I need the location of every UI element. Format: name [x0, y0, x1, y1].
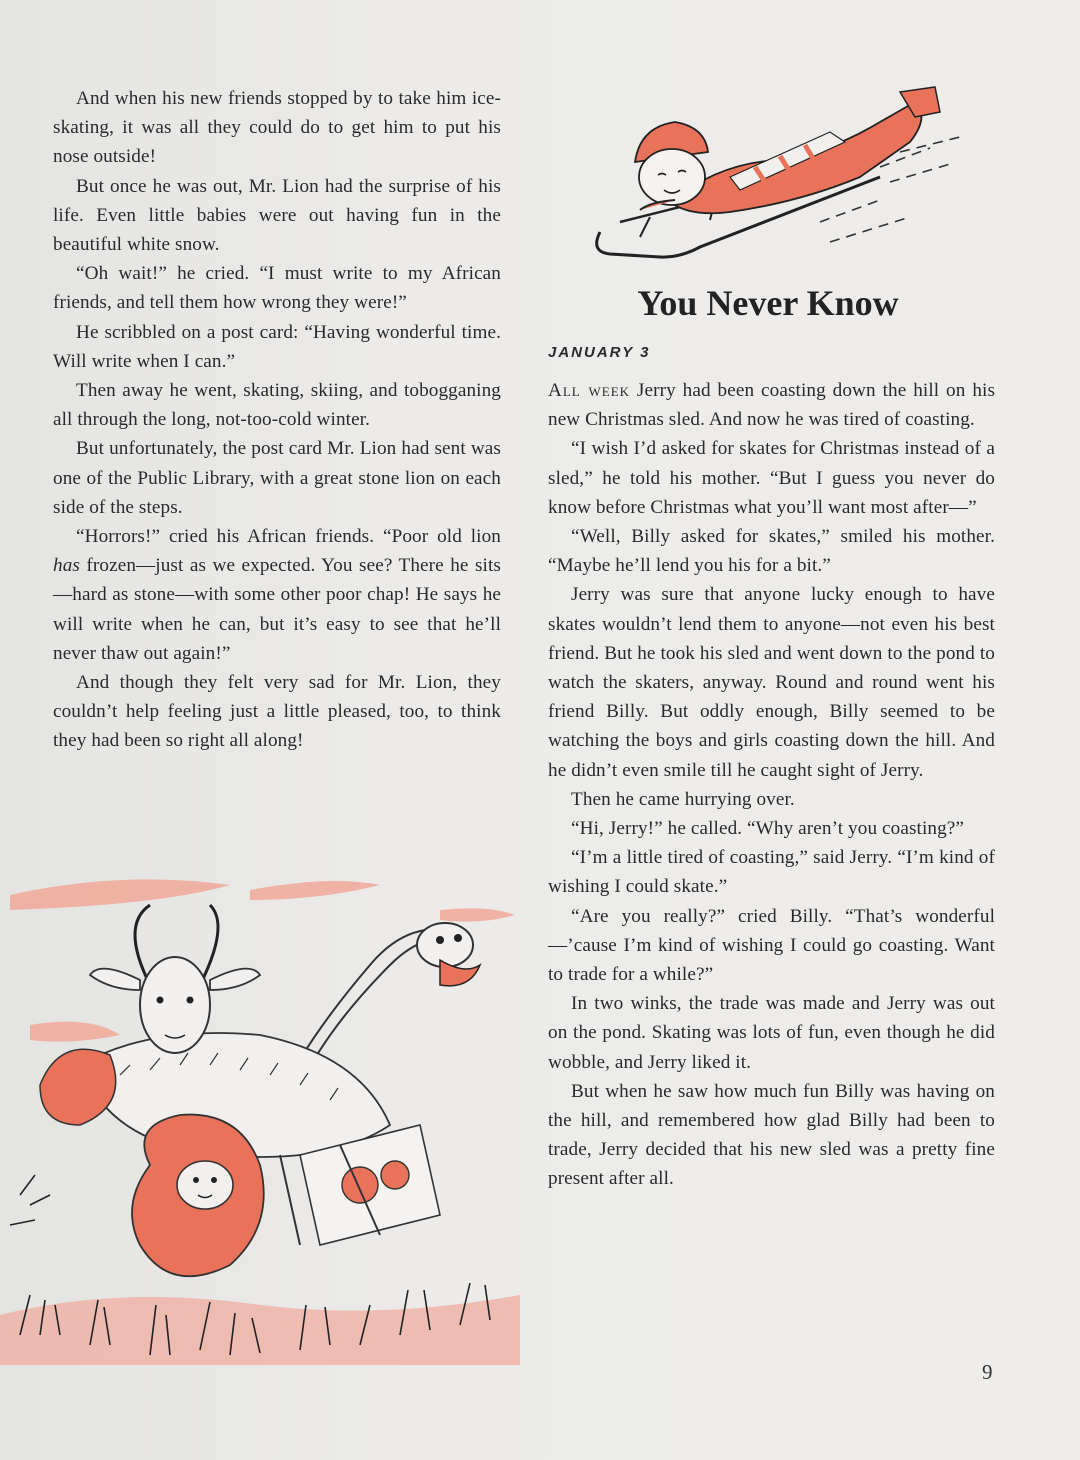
text-run: “Horrors!” cried his African friends. “Poor old lion: [76, 526, 501, 548]
animals-illustration: [0, 865, 520, 1365]
paragraph: And though they felt very sad for Mr. Lion, they couldn’t help feeling just a little pleased, too, to think they had been so right all along!: [53, 672, 501, 752]
paragraph: “I’m a little tired of coasting,” said Jerry. “I’m kind of wishing I could skate.”: [548, 847, 995, 898]
paragraph: “Are you really?” cried Billy. “That’s wonderful—’cause I’m kind of wishing I could go coasting. Want to trade for a while?”: [548, 905, 995, 986]
paragraph: Jerry was sure that anyone lucky enough to have skates wouldn’t lend them to anyone—not even his best friend. But he took his sled and went down to the pond to watch the skaters, anyway. Round and round went his friend Billy. But oddly enough, Billy seemed to be watching the boys and girls coasting down the hill. And he didn’t even smile till he caught sight of Jerry.: [548, 584, 995, 781]
right-column: [548, 376, 995, 1194]
text-run: frozen—just as we expected. You see? There he sits—hard as stone—with some other poor chap! He says he will write when he can, but it’s easy to see that he’ll never thaw out again!”: [53, 555, 501, 664]
text-run: Jerry had been coasting down the hill on his new Christmas sled. And now he was tired of coasting.: [548, 380, 996, 431]
paragraph: He scribbled on a post card: “Having wonderful time. Will write when I can.”: [53, 321, 501, 372]
paragraph: But unfortunately, the post card Mr. Lion had sent was one of the Public Library, with a great stone lion on each side of the steps.: [53, 438, 501, 518]
story-title: You Never Know: [637, 283, 899, 323]
paragraph: [548, 376, 995, 434]
sled-boy-illustration: [580, 82, 970, 272]
paragraph: Then away he went, skating, skiing, and tobogganing all through the long, not-too-cold winter.: [53, 380, 501, 431]
left-column: [53, 84, 501, 756]
story-date: JANUARY 3: [548, 344, 651, 361]
paragraph: In two winks, the trade was made and Jerry was out on the pond. Skating was lots of fun, even though he did wobble, and Jerry liked it.: [548, 993, 995, 1073]
paragraph: But once he was out, Mr. Lion had the surprise of his life. Even little babies were out having fun in the beautiful white snow.: [53, 175, 501, 256]
paragraph: “Well, Billy asked for skates,” smiled his mother. “Maybe he’ll lend you his for a bit.”: [548, 526, 995, 577]
paragraph: But when he saw how much fun Billy was having on the hill, and remembered how glad Billy had been to trade, Jerry decided that his new sled was a pretty fine present after all.: [548, 1080, 995, 1190]
paragraph: “Oh wait!” he cried. “I must write to my African friends, and tell them how wrong they were!”: [53, 263, 501, 314]
emphasis: has: [53, 555, 80, 577]
paragraph: “I wish I’d asked for skates for Christmas instead of a sled,” he told his mother. “But I guess you never do know before Christmas what you’ll want most after—”: [548, 438, 995, 518]
lead-words: All week: [548, 380, 631, 401]
paragraph: And when his new friends stopped by to take him ice-skating, it was all they could do to get him to put his nose outside!: [53, 88, 501, 168]
paragraph: “Hi, Jerry!” he called. “Why aren’t you coasting?”: [571, 818, 965, 840]
paragraph: [53, 522, 501, 668]
paragraph: Then he came hurrying over.: [571, 788, 795, 810]
page-number: 9: [982, 1360, 993, 1384]
